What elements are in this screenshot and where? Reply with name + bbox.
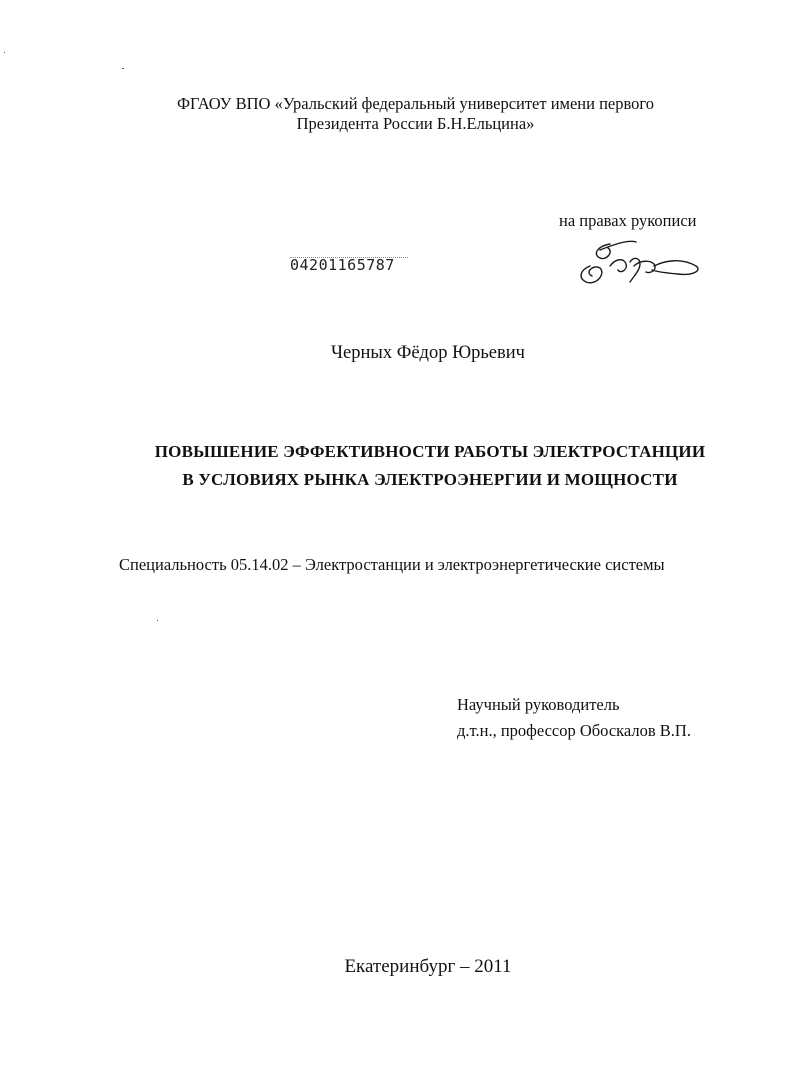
scan-speck <box>157 620 158 621</box>
author-name: Черных Фёдор Юрьевич <box>331 343 525 363</box>
thesis-title-line-2: В УСЛОВИЯХ РЫНКА ЭЛЕКТРОЭНЕРГИИ И МОЩНОСТИ <box>182 470 678 489</box>
scan-speck <box>4 52 5 53</box>
supervisor-name: д.т.н., профессор Обоскалов В.П. <box>457 721 691 740</box>
document-number: 04201165787 <box>290 256 395 274</box>
institution-line-2: Президента России Б.Н.Ельцина» <box>296 114 535 133</box>
institution-line-1: ФГАОУ ВПО «Уральский федеральный университет имени первого <box>176 94 655 113</box>
supervisor-label: Научный руководитель <box>457 695 620 714</box>
rights-note: на правах рукописи <box>559 211 697 230</box>
city-year: Екатеринбург – 2011 <box>344 956 512 977</box>
signature <box>570 236 705 296</box>
thesis-title-line-1: ПОВЫШЕНИЕ ЭФФЕКТИВНОСТИ РАБОТЫ ЭЛЕКТРОСТАНЦИИ <box>154 442 706 461</box>
specialty: Специальность 05.14.02 – Электростанции и электроэнергетические системы <box>119 555 665 574</box>
scan-speck <box>122 68 124 69</box>
